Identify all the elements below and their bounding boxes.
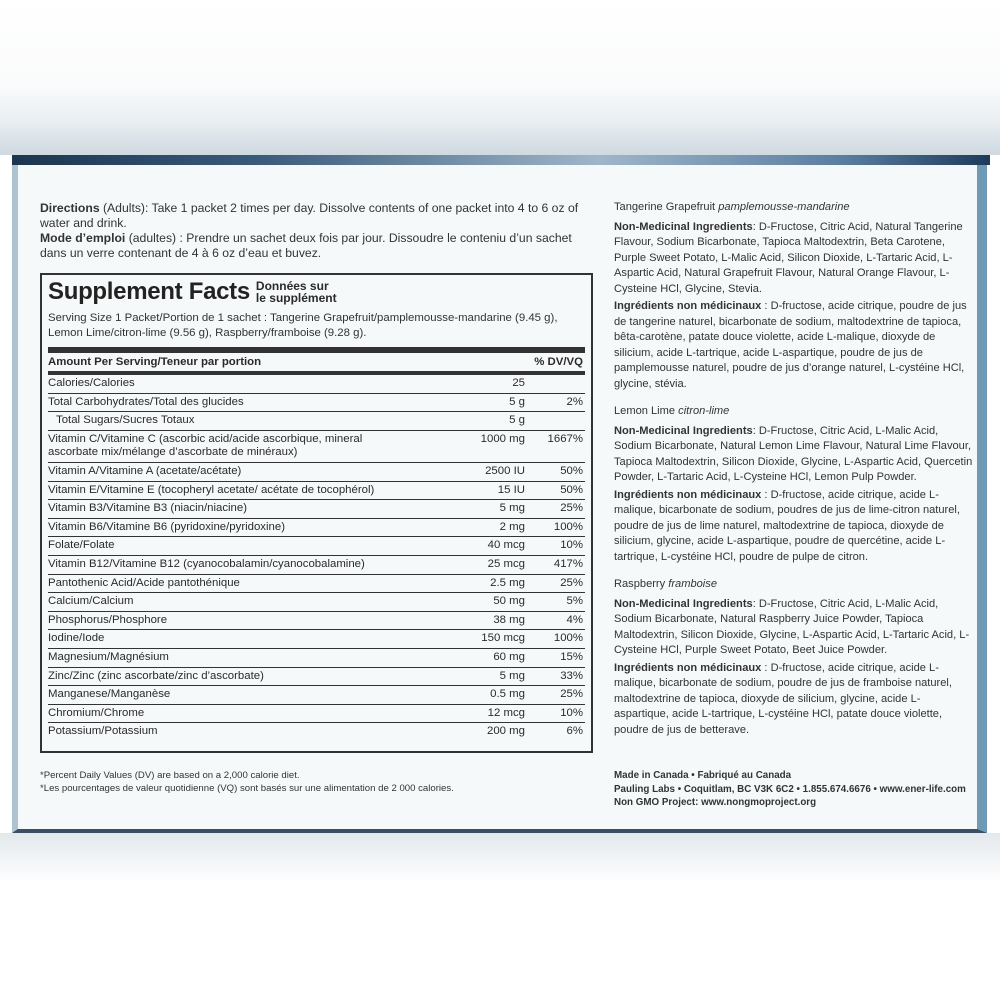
nutrient-amount: 5 g <box>509 414 525 427</box>
nutrient-name: Zinc/Zinc (zinc ascorbate/zinc d’ascorbate) <box>48 669 264 682</box>
nmi-label: Non-Medicinal Ingredients <box>614 424 753 437</box>
facts-row <box>48 462 585 481</box>
facts-row <box>48 499 585 518</box>
facts-row <box>48 574 585 593</box>
nutrient-dv: 15% <box>560 650 583 663</box>
nutrient-amount: 5 mg <box>499 669 525 682</box>
nutrient-amount: 150 mcg <box>481 632 525 645</box>
nutrient-name: Chromium/Chrome <box>48 706 145 719</box>
nutrient-name: Iodine/Iode <box>48 632 105 645</box>
flavor-name: Raspberry <box>614 578 666 590</box>
nutrient-dv: 4% <box>566 613 583 626</box>
nutrient-amount: 2500 IU <box>485 464 525 477</box>
amount-header: Amount Per Serving/Teneur par portion <box>48 356 262 368</box>
inm-text: : D-fructose, acide citrique, acide L-malique, bicarbonate de sodium, poudre de jus de framboise naturel, maltodextrine de tapioca, dioxyde de silicium, glycine, acide L-aspartique, acide L-tartrique, L-cystéine HCl, patate douce violette, poudre de jus de betterave. <box>614 661 952 736</box>
flavor-title <box>614 200 974 216</box>
flavor-title <box>614 404 974 420</box>
non-medicinal-en <box>614 424 974 486</box>
nutrient-name: Pantothenic Acid/Acide pantothénique <box>48 576 240 589</box>
facts-row <box>48 722 585 741</box>
nutrient-amount: 5 g <box>509 395 525 408</box>
flavor-name-fr: framboise <box>668 578 717 590</box>
facts-row <box>48 411 585 430</box>
nutrient-dv: 10% <box>560 539 583 552</box>
non-medicinal-en <box>614 220 974 298</box>
flavor-block <box>614 200 974 392</box>
nutrient-amount: 5 mg <box>499 502 525 515</box>
facts-rows <box>48 375 585 741</box>
box-edge-stripe <box>12 155 990 165</box>
facts-row <box>48 667 585 686</box>
nutrient-name: Phosphorus/Phosphore <box>48 613 168 626</box>
nutrient-name: Calories/Calories <box>48 377 135 389</box>
nutrient-amount: 60 mg <box>493 650 525 663</box>
nutrient-amount: 1000 mg <box>480 432 525 445</box>
nmi-text: : D-Fructose, Citric Acid, L-Malic Acid, Sodium Bicarbonate, Natural Raspberry Juice Powder, Tapioca Maltodextrin, Silicon Dioxide, Glycine, L-Aspartic Acid, L-Tartaric Acid, L-Cysteine HCl, Purple Sweet Potato, Beet Juice Powder. <box>614 597 970 656</box>
flavor-name-fr: citron-lime <box>678 405 730 417</box>
nutrient-amount: 2.5 mg <box>490 576 525 589</box>
serving-size: Serving Size 1 Packet/Portion de 1 sachet : Tangerine Grapefruit/pamplemousse-mandarine (9.45 g), Lemon Lime/citron-lime (9.56 g), Raspberry/framboise (9.28 g). <box>48 312 558 339</box>
manufacturer-info <box>614 769 984 810</box>
nutrient-dv: 1667% <box>547 432 583 445</box>
inm-label: Ingrédients non médicinaux <box>614 300 762 312</box>
footnote-en: *Percent Daily Values (DV) are based on a 2,000 calorie diet. <box>40 770 300 781</box>
footnote <box>40 769 600 795</box>
facts-title-fr-line2: le supplément <box>255 290 337 305</box>
made-in: Made in Canada • Fabriqué au Canada <box>614 770 792 781</box>
facts-row <box>48 648 585 667</box>
inm-label: Ingrédients non médicinaux <box>614 488 762 501</box>
column-header <box>48 353 585 371</box>
nutrient-amount: 2 mg <box>499 520 525 533</box>
flavor-name: Lemon Lime <box>614 405 676 417</box>
nutrient-amount: 12 mcg <box>487 706 525 719</box>
facts-title-fr <box>256 281 337 304</box>
nutrient-amount: 15 IU <box>497 483 525 496</box>
nutrient-amount: 25 <box>512 377 525 389</box>
box-bottom-surface <box>0 833 1000 1000</box>
footnote-fr: *Les pourcentages de valeur quotidienne (VQ) sont basés sur une alimentation de 2 000 calories. <box>40 783 454 794</box>
directions-en <box>40 201 600 231</box>
nutrient-dv: 33% <box>560 669 583 682</box>
label-panel <box>12 165 987 833</box>
directions <box>40 201 600 261</box>
nutrient-dv: 25% <box>560 502 583 515</box>
facts-row <box>48 536 585 555</box>
nutrient-dv: 2% <box>566 395 583 408</box>
nutrient-dv <box>527 377 585 391</box>
nutrient-dv: 5% <box>566 595 583 608</box>
nutrient-amount: 200 mg <box>487 725 525 738</box>
nutrient-dv: 10% <box>560 706 583 719</box>
non-medicinal-fr <box>614 299 974 392</box>
facts-row <box>48 393 585 412</box>
nutrient-name: Manganese/Manganèse <box>48 688 171 701</box>
nutrient-dv: 417% <box>553 557 583 570</box>
nutrient-name: Vitamin B3/Vitamine B3 (niacin/niacine) <box>48 502 248 515</box>
nutrient-name: Calcium/Calcium <box>48 595 134 608</box>
nutrient-name: Magnesium/Magnésium <box>48 650 169 663</box>
nutrient-dv: 25% <box>560 576 583 589</box>
directions-fr <box>40 231 600 261</box>
nutrient-dv: 50% <box>560 483 583 496</box>
nutrient-dv: 50% <box>560 464 583 477</box>
facts-row <box>48 592 585 611</box>
facts-row <box>48 518 585 537</box>
nmi-text: : D-Fructose, Citric Acid, Natural Tangerine Flavour, Sodium Bicarbonate, Tapioca Maltodextrin, Beta Carotene, Purple Sweet Potato, L-Malic Acid, Silicon Dioxide, L-Tartaric Acid, L-Aspartic Acid, Natural Grapefruit Flavour, Natural Orange Flavour, L-Cysteine HCl, Glycine, Stevia. <box>614 220 963 295</box>
non-medicinal-fr <box>614 661 974 739</box>
nutrient-amount: 38 mg <box>493 613 525 626</box>
manufacturer-address: Pauling Labs • Coquitlam, BC V3K 6C2 • 1.855.674.6676 • www.ener-life.com <box>614 783 966 795</box>
nutrient-name: Total Sugars/Sucres Totaux <box>56 414 195 427</box>
nutrient-name: Folate/Folate <box>48 539 115 552</box>
nutrient-amount: 0.5 mg <box>490 688 525 701</box>
nutrient-dv: 25% <box>560 688 583 701</box>
non-medicinal-fr <box>614 488 974 566</box>
directions-fr-label: Mode d’emploi <box>40 231 126 245</box>
nutrient-amount: 25 mcg <box>487 557 525 570</box>
nutrient-name: Vitamin B6/Vitamine B6 (pyridoxine/pyridoxine) <box>48 520 286 533</box>
nmi-label: Non-Medicinal Ingredients <box>614 597 753 610</box>
facts-row <box>48 611 585 630</box>
nutrient-dv: 100% <box>553 632 583 645</box>
facts-row <box>48 375 585 393</box>
nmi-label: Non-Medicinal Ingredients <box>614 220 753 233</box>
facts-title: Supplement Facts <box>48 278 250 305</box>
facts-header <box>48 279 585 309</box>
facts-row <box>48 481 585 500</box>
nutrient-name: Vitamin C/Vitamine C (ascorbic acid/acide ascorbique, mineral ascorbate mix/mélange d’ascorbate de minéraux) <box>48 432 363 459</box>
nutrient-name: Vitamin E/Vitamine E (tocopheryl acetate/ acétate de tocophérol) <box>48 483 375 496</box>
nutrient-name: Vitamin B12/Vitamine B12 (cyanocobalamin/cyanocobalamine) <box>48 557 365 570</box>
dv-header: % DV/VQ <box>534 356 583 368</box>
facts-row <box>48 629 585 648</box>
nutrient-name: Potassium/Potassium <box>48 725 158 738</box>
non-medicinal-en <box>614 597 974 659</box>
inm-text: : D-fructose, acide citrique, poudre de jus de tangerine naturel, bicarbonate de sodium, maltodextrine de tapioca, bêta-carotène, patate douce violette, acide L-malique, dioxyde de silicium, acide L-tartrique, acide L-aspartique, poudre de jus de pamplemousse naturel, poudre de jus d’orange naturel, L-cystéine HCl, glycine, stévia. <box>614 300 967 390</box>
flavor-block <box>614 404 974 565</box>
nutrient-name: Total Carbohydrates/Total des glucides <box>48 395 244 408</box>
ingredients-column <box>614 200 974 750</box>
nutrient-dv: 6% <box>566 725 583 738</box>
nutrient-name: Vitamin A/Vitamine A (acetate/acétate) <box>48 464 242 477</box>
nutrient-dv <box>527 414 585 428</box>
facts-row <box>48 430 585 462</box>
inm-label: Ingrédients non médicinaux <box>614 661 762 674</box>
inm-text: : D-fructose, acide citrique, acide L-malique, bicarbonate de sodium, poudres de jus de lime-citron naturel, poudre de jus de lime naturel, maltodextrine de tapioca, dioxyde de silicium, glycine, acide L-aspartique, poudre de quercétine, acide L-tartrique, L-cystéine HCl, poudre de pulpe de citron. <box>614 488 960 563</box>
facts-row <box>48 704 585 723</box>
flavor-block <box>614 577 974 738</box>
nutrient-amount: 50 mg <box>493 595 525 608</box>
directions-fr-text: (adultes) : Prendre un sachet deux fois par jour. Dissoudre le conteniu d’un sachet dans un verre contenant de 4 à 6 oz d’eau et buvez. <box>40 231 572 260</box>
flavor-title <box>614 577 974 593</box>
facts-row <box>48 685 585 704</box>
flavor-name-fr: pamplemousse-mandarine <box>718 201 850 213</box>
facts-row <box>48 555 585 574</box>
facts-title-fr-line1: Données sur <box>255 279 329 293</box>
flavor-name: Tangerine Grapefruit <box>614 201 716 213</box>
nmi-text: : D-Fructose, Citric Acid, L-Malic Acid, Sodium Bicarbonate, Natural Lemon Lime Flavour, Natural Lime Flavour, Tapioca Maltodextrin, Silicon Dioxide, Glycine, L-Aspartic Acid, Quercetin Powder, L-Tartaric Acid, L-Cysteine HCl, Lemon Pulp Powder. <box>614 424 973 483</box>
nutrient-dv: 100% <box>553 520 583 533</box>
supplement-facts-table <box>40 273 593 753</box>
nutrient-amount: 40 mcg <box>487 539 525 552</box>
non-gmo-line: Non GMO Project: www.nongmoproject.org <box>614 797 817 808</box>
box-top-surface <box>0 0 1000 155</box>
directions-en-text: (Adults): Take 1 packet 2 times per day. Dissolve contents of one packet into 4 to 6 oz of water and drink. <box>40 201 579 230</box>
directions-en-label: Directions <box>40 201 100 215</box>
